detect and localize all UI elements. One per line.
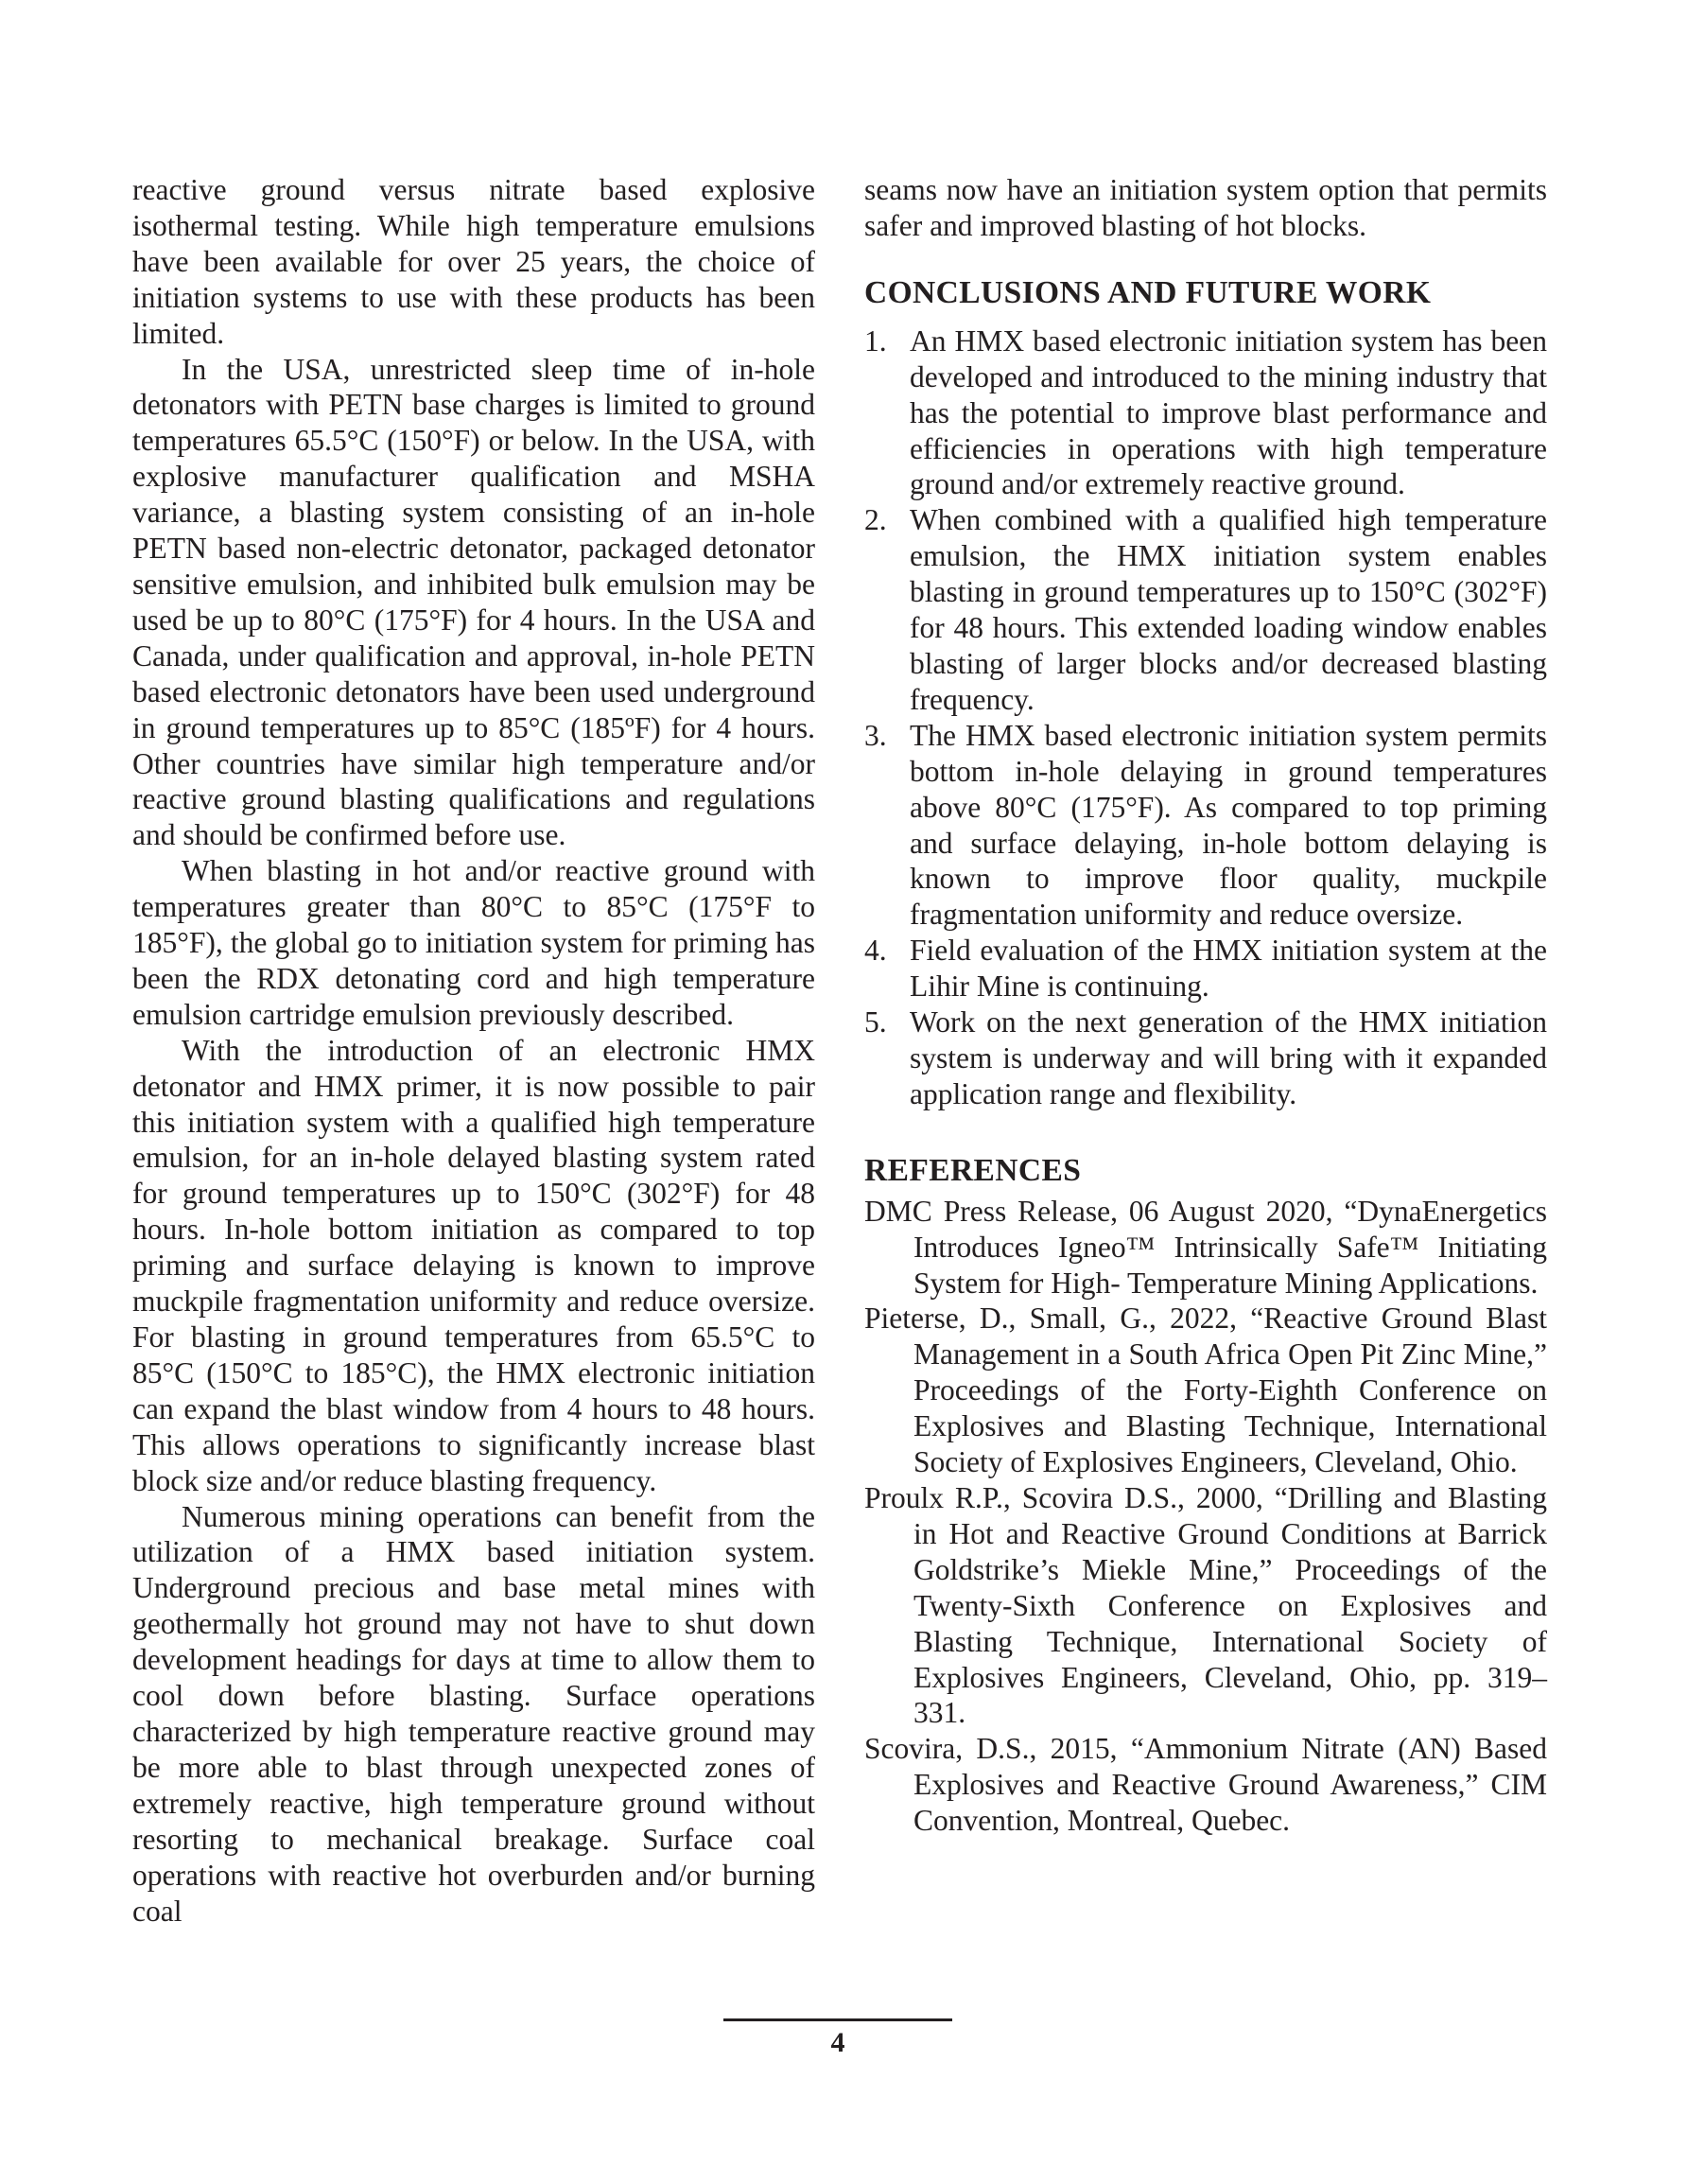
conclusions-list xyxy=(864,323,1547,1112)
list-item xyxy=(864,718,1547,933)
reference-entry: DMC Press Release, 06 August 2020, “DynaEnergetics Introduces Igneo™ Intrinsically Safe™ Initiating System for High- Temperature Mining Applications. xyxy=(864,1194,1547,1300)
left-column xyxy=(132,172,815,1929)
body-paragraph: reactive ground versus nitrate based explosive isothermal testing. While high temperature emulsions have been available for over 25 years, the choice of initiation systems to use with these products has been limited. xyxy=(132,173,815,350)
reference-entry: Proulx R.P., Scovira D.S., 2000, “Drilling and Blasting in Hot and Reactive Ground Conditions at Barrick Goldstrike’s Miekle Mine,” Proceedings of the Twenty-Sixth Conference on Explosives and Blasting Technique, International Society of Explosives Engineers, Cleveland, Ohio, pp. 319–331. xyxy=(864,1481,1547,1730)
references-heading: REFERENCES xyxy=(864,1152,1082,1188)
list-item xyxy=(864,933,1547,1005)
list-item-text: An HMX based electronic initiation system has been developed and introduced to the mining industry that has the potential to improve blast performance and efficiencies in operations with high temperature ground and/or extremely reactive ground. xyxy=(910,323,1547,501)
list-item-number: 3. xyxy=(864,718,887,752)
list-item-number: 1. xyxy=(864,323,887,358)
body-paragraph: When blasting in hot and/or reactive ground with temperatures greater than 80°C to 85°C (175°F to 185°F), the global go to initiation system for priming has been the RDX detonating cord and high temperature emulsion cartridge emulsion previously described. xyxy=(132,854,815,1031)
reference-entry: Scovira, D.S., 2015, “Ammonium Nitrate (AN) Based Explosives and Reactive Ground Awareness,” CIM Convention, Montreal, Quebec. xyxy=(864,1732,1547,1838)
list-item-text: Field evaluation of the HMX initiation system at the Lihir Mine is continuing. xyxy=(910,934,1547,1004)
right-column xyxy=(864,172,1547,1839)
list-item-text: The HMX based electronic initiation system permits bottom in-hole delaying in ground temperatures above 80°C (175°F). As compared to top priming and surface delaying, in-hole bottom delaying is known to improve floor quality, muckpile fragmentation uniformity and reduce oversize. xyxy=(910,718,1547,932)
footer-rule xyxy=(723,2018,952,2021)
body-paragraph: With the introduction of an electronic HMX detonator and HMX primer, it is now possible to pair this initiation system with a qualified high temperature emulsion, for an in-hole delayed blasting system rated for ground temperatures up to 150°C (302°F) for 48 hours. In-hole bottom initiation as compared to top priming and surface delaying is known to improve muckpile fragmentation uniformity and reduce oversize. For blasting in ground temperatures from 65.5°C to 85°C (150°C to 185°C), the HMX electronic initiation can expand the blast window from 4 hours to 48 hours. This allows operations to significantly increase blast block size and/or reduce blasting frequency. xyxy=(132,1033,815,1497)
body-paragraph: In the USA, unrestricted sleep time of in-hole detonators with PETN base charges is limited to ground temperatures 65.5°C (150°F) or below. In the USA, with explosive manufacturer qualification and MSHA variance, a blasting system consisting of an in-hole PETN based non-electric detonator, packaged detonator sensitive emulsion, and inhibited bulk emulsion may be used be up to 80°C (175°F) for 4 hours. In the USA and Canada, under qualification and approval, in-hole PETN based electronic detonators have been used underground in ground temperatures up to 85°C (185ºF) for 4 hours. Other countries have similar high temperature and/or reactive ground blasting qualifications and regulations and should be confirmed before use. xyxy=(132,352,815,852)
body-paragraph: Numerous mining operations can benefit from the utilization of a HMX based initiation system. Underground precious and base metal mines with geothermally hot ground may not have to shut down development headings for days at time to allow them to cool down before blasting. Surface operations characterized by high temperature reactive ground may be more able to blast through unexpected zones of extremely reactive, high temperature ground without resorting to mechanical breakage. Surface coal operations with reactive hot overburden and/or burning coal xyxy=(132,1499,815,1928)
list-item-number: 5. xyxy=(864,1005,887,1040)
list-item-text: Work on the next generation of the HMX initiation system is underway and will bring with it expanded application range and flexibility. xyxy=(910,1005,1547,1110)
conclusions-heading: CONCLUSIONS AND FUTURE WORK xyxy=(864,274,1432,310)
list-item-text: When combined with a qualified high temperature emulsion, the HMX initiation system enables blasting in ground temperatures up to 150°C (302°F) for 48 hours. This extended loading window enables blasting of larger blocks and/or decreased blasting frequency. xyxy=(910,503,1547,716)
list-item xyxy=(864,323,1547,503)
list-item xyxy=(864,1005,1547,1112)
page-number: 4 xyxy=(830,2027,845,2058)
list-item xyxy=(864,502,1547,717)
reference-entry: Pieterse, D., Small, G., 2022, “Reactive Ground Blast Management in a South Africa Open Pit Zinc Mine,” Proceedings of the Forty-Eighth Conference on Explosives and Blasting Technique, International Society of Explosives Engineers, Cleveland, Ohio. xyxy=(864,1302,1547,1479)
list-item-number: 4. xyxy=(864,934,887,968)
body-paragraph: seams now have an initiation system option that permits safer and improved blasting of hot blocks. xyxy=(864,173,1547,242)
list-item-number: 2. xyxy=(864,503,887,537)
references-list xyxy=(864,1194,1547,1839)
